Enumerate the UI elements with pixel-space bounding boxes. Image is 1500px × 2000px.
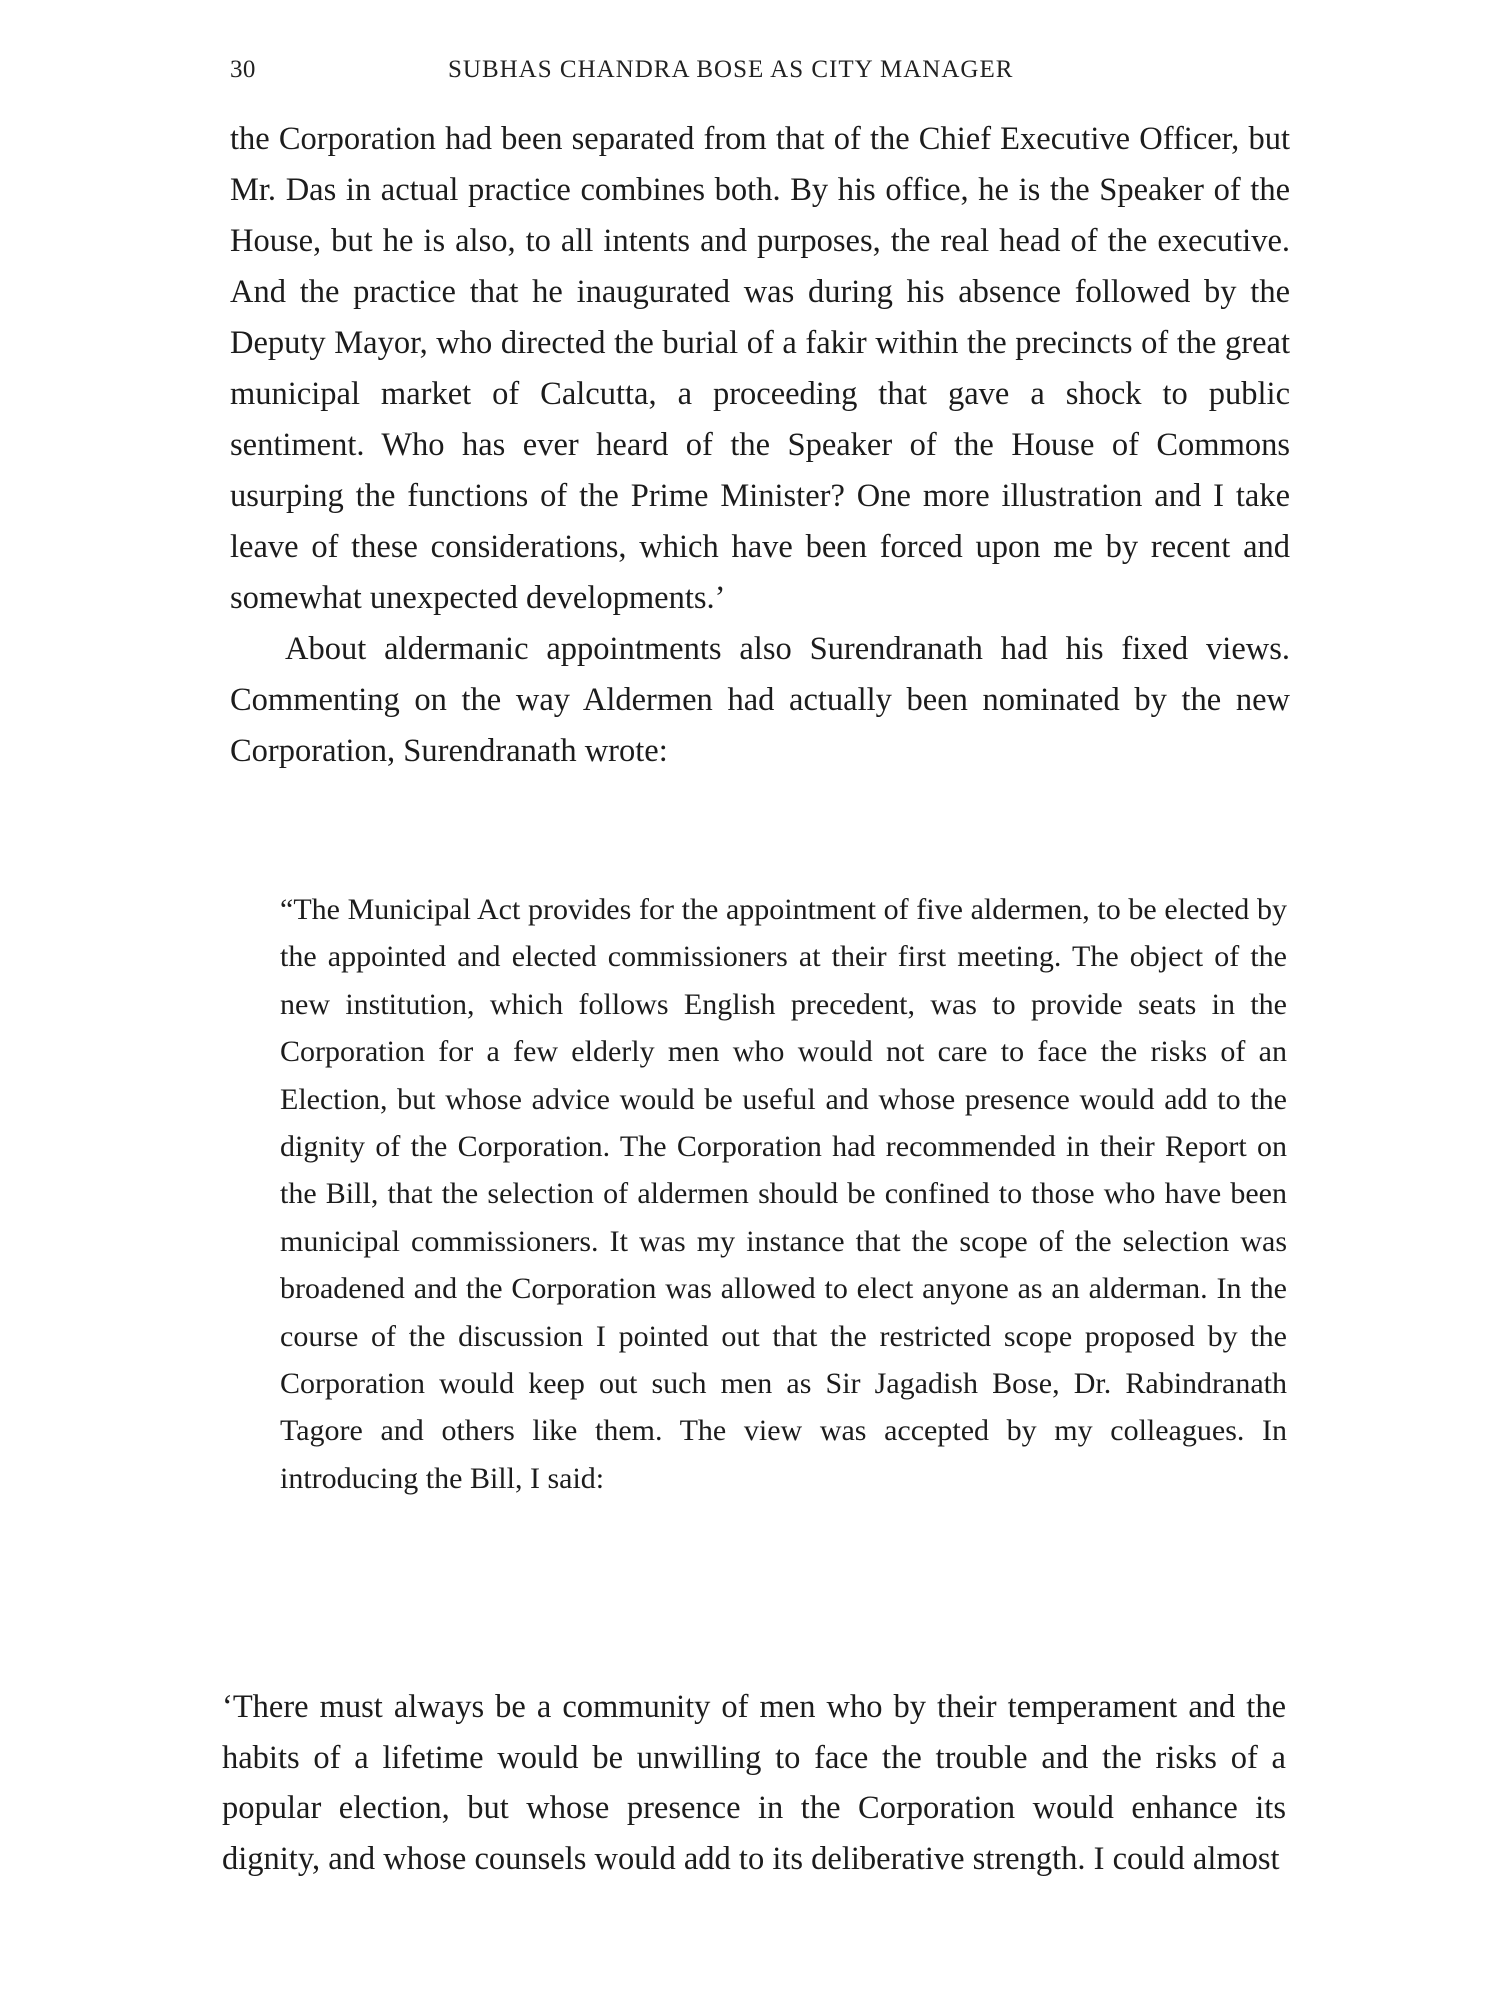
running-title: SUBHAS CHANDRA BOSE AS CITY MANAGER <box>448 56 1014 83</box>
page-number: 30 <box>230 56 256 83</box>
running-head <box>230 56 1320 96</box>
inner-quote-paragraph: ‘There must always be a community of men who by their temperament and the habits of a lifetime would be unwilling to face the trouble and the risks of a popular election, but whose presence in the Corporation would enhance its dignity, and whose counsels would add to its deliberative strength. I could almost <box>222 1689 1286 1877</box>
aldermanic-paragraph: About aldermanic appointments also Surendranath had his fixed views. Commenting on the way Aldermen had actually been nominated by the new Corporation, Surendranath wrote: <box>230 631 1290 769</box>
body-text <box>230 114 1290 777</box>
continued-paragraph: the Corporation had been separated from that of the Chief Executive Officer, but Mr. Das in actual practice combines both. By his office, he is the Speaker of the House, but he is also, to all intents and purposes, the real head of the executive. And the practice that he inaugurated was during his absence followed by the Deputy Mayor, who directed the burial of a fakir within the precincts of the great municipal market of Calcutta, a proceeding that gave a shock to public sentiment. Who has ever heard of the Speaker of the House of Commons usurping the functions of the Prime Minister? One more illustration and I take leave of these considerations, which have been forced upon me by recent and somewhat unexpected developments.’ <box>230 121 1290 616</box>
block-quote: “The Municipal Act provides for the appointment of five aldermen, to be elected by the appointed and elected commissioners at their first meeting. The object of the new institution, which follows English precedent, was to provide seats in the Corporation for a few elderly men who would not care to face the risks of an Election, but whose advice would be useful and whose presence would add to the dignity of the Corporation. The Corporation had recommended in their Report on the Bill, that the selection of aldermen should be confined to those who have been municipal commissioners. It was my instance that the scope of the selection was broadened and the Corporation was allowed to elect anyone as an alderman. In the course of the discussion I pointed out that the restricted scope proposed by the Corporation would keep out such men as Sir Jagadish Bose, Dr. Rabindranath Tagore and others like them. The view was accepted by my colleagues. In introducing the Bill, I said: <box>280 893 1287 1495</box>
